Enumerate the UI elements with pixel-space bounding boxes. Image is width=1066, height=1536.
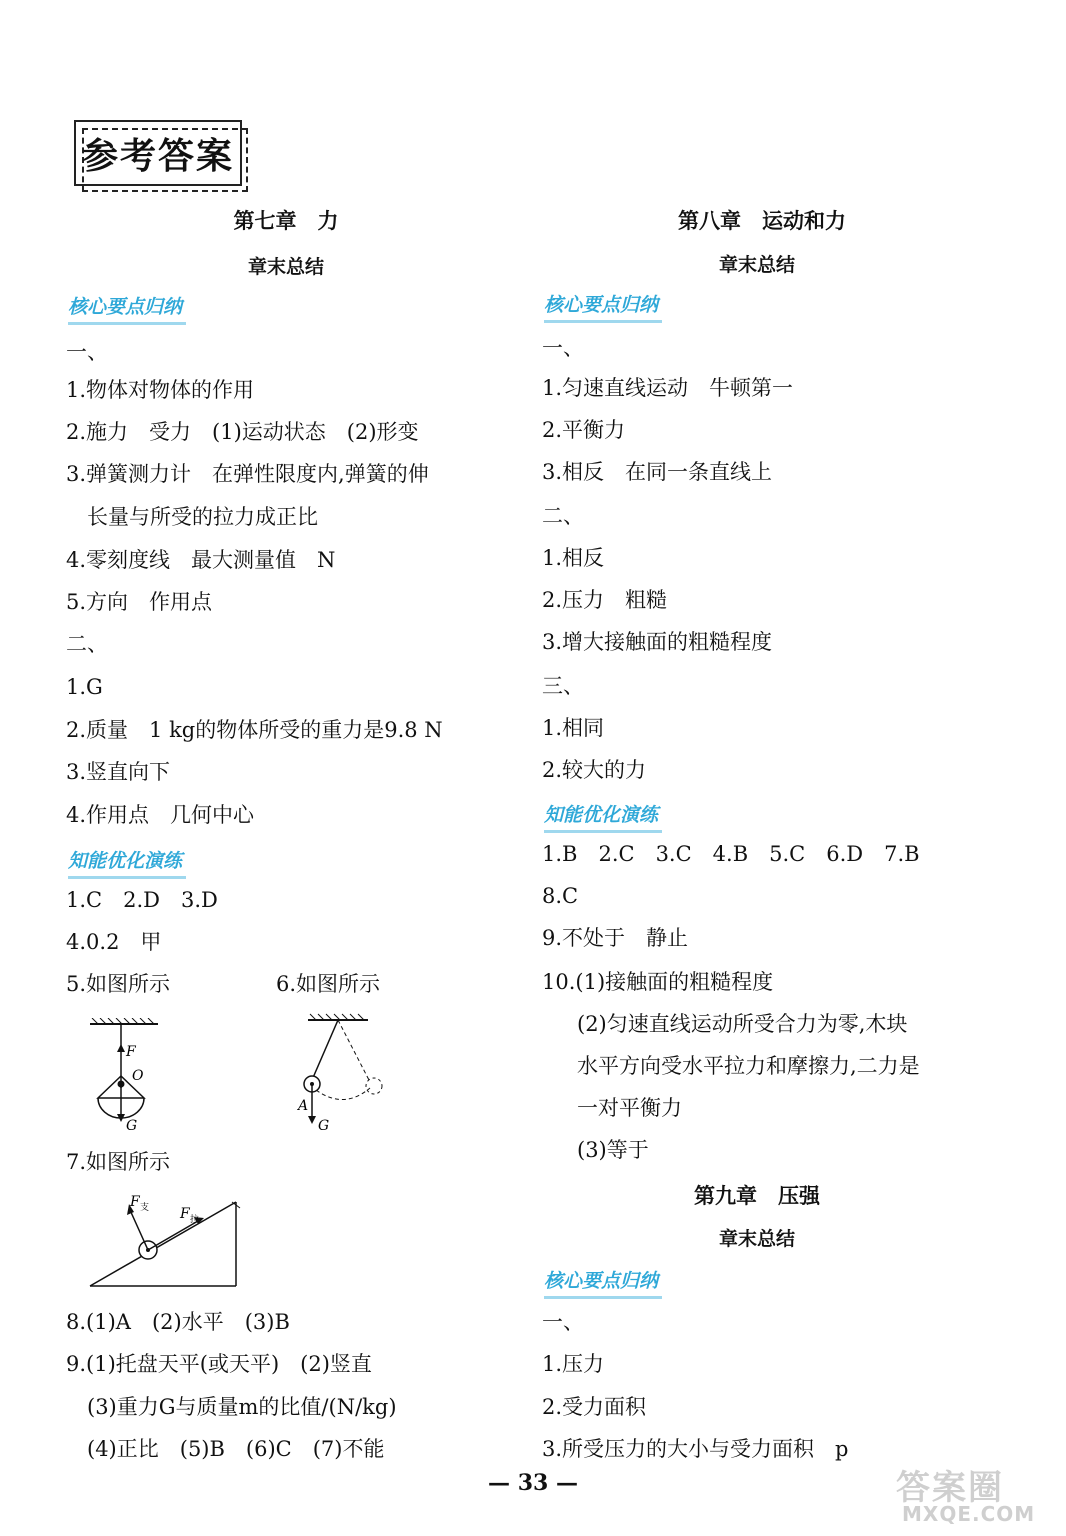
answer-line: 2.压力 粗糙 (542, 588, 668, 612)
watermark-url: MXQE.COM (902, 1502, 1036, 1526)
answer-line: 4.0.2 甲 (66, 930, 162, 954)
answer-line: 3.竖直向下 (66, 760, 171, 784)
figure-5-hanging-object (86, 1018, 166, 1134)
watermark-logo (888, 1460, 1058, 1530)
answer-line: 3.弹簧测力计 在弹性限度内,弹簧的伸 (66, 462, 429, 486)
chapter-8-heading: 第八章 运动和力 (678, 209, 846, 233)
chapter-9-summary-heading: 章末总结 (718, 1228, 795, 1250)
answer-line: 2.平衡力 (542, 418, 626, 442)
section-core-points: 核心要点归纳 (68, 292, 182, 319)
answer-line: (2)匀速直线运动所受合力为零,木块 (556, 1012, 908, 1036)
answer-line: 4.零刻度线 最大测量值 N (66, 548, 336, 572)
answer-line: 1.相同 (542, 716, 605, 740)
answer-line: 10.(1)接触面的粗糙程度 (542, 970, 774, 994)
figure-7-incline (86, 1188, 246, 1292)
answer-line: 3.相反 在同一条直线上 (542, 460, 773, 484)
answer-line: 二、 (542, 504, 584, 528)
answer-line: 3.所受压力的大小与受力面积 p (542, 1437, 849, 1461)
answer-line: 2.施力 受力 (1)运动状态 (2)形变 (66, 420, 419, 444)
answer-line: 2.质量 1 kg的物体所受的重力是9.8 N (66, 718, 443, 742)
fig7-label-Fpull: F (180, 1206, 190, 1222)
answer-line: 一、 (66, 340, 108, 364)
answer-line: 5.方向 作用点 (66, 590, 213, 614)
answer-line: 一、 (542, 336, 584, 360)
answer-line: 9.(1)托盘天平(或天平) (2)竖直 (66, 1352, 372, 1376)
answer-line: 1.物体对物体的作用 (66, 378, 255, 402)
answer-line: (3)重力G与质量m的比值/(N/kg) (66, 1395, 397, 1419)
fig7-label-Fsup: F (130, 1194, 140, 1210)
answer-line: 7.如图所示 (66, 1150, 171, 1174)
fig7-label-Fsup-sub: 支 (140, 1203, 150, 1213)
section-practice: 知能优化演练 (544, 800, 658, 827)
answer-line: 1.相反 (542, 546, 605, 570)
chapter-9-heading: 第九章 压强 (694, 1184, 820, 1208)
answer-line: 4.作用点 几何中心 (66, 803, 255, 827)
answer-line: 1.匀速直线运动 牛顿第一 (542, 376, 794, 400)
fig6-label-G: G (318, 1118, 330, 1134)
chapter-7-summary-heading: 章末总结 (247, 256, 324, 278)
section-core-points: 核心要点归纳 (544, 1266, 658, 1293)
answer-line: 二、 (66, 632, 108, 656)
answer-line: 1.C 2.D 3.D (66, 888, 218, 912)
page-number: — 33 — (488, 1470, 578, 1496)
figure-6-pendulum (294, 1010, 414, 1138)
answer-title-box (74, 120, 242, 186)
answer-line: 5.如图所示 (66, 972, 171, 996)
section-practice: 知能优化演练 (68, 846, 182, 873)
answer-line: 1.压力 (542, 1352, 605, 1376)
answer-line: 1.B 2.C 3.C 4.B 5.C 6.D 7.B (542, 842, 920, 866)
answer-line: 三、 (542, 674, 584, 698)
answer-line: (4)正比 (5)B (6)C (7)不能 (66, 1437, 385, 1461)
section-core-points: 核心要点归纳 (544, 290, 658, 317)
answer-line: 2.较大的力 (542, 758, 647, 782)
fig6-label-A: A (298, 1098, 309, 1114)
answer-line: 8.(1)A (2)水平 (3)B (66, 1310, 290, 1334)
answer-line: 6.如图所示 (276, 972, 381, 996)
fig5-label-F: F (126, 1044, 136, 1060)
chapter-7-heading: 第七章 力 (233, 209, 339, 233)
answer-line: 3.增大接触面的粗糙程度 (542, 630, 773, 654)
answer-line: (3)等于 (556, 1138, 649, 1162)
answer-line: 1.G (66, 675, 103, 699)
answer-line: 2.受力面积 (542, 1395, 647, 1419)
answer-line: 水平方向受水平拉力和摩擦力,二力是 (556, 1054, 920, 1078)
watermark-text: 答案圈 (896, 1468, 1004, 1508)
chapter-8-summary-heading: 章末总结 (718, 254, 795, 276)
answer-line: 一、 (542, 1310, 584, 1334)
answer-line: 长量与所受的拉力成正比 (66, 505, 318, 529)
answer-line: 9.不处于 静止 (542, 926, 689, 950)
answer-line: 一对平衡力 (556, 1096, 682, 1120)
answer-line: 8.C (542, 884, 579, 908)
fig5-label-O: O (132, 1068, 144, 1084)
fig7-label-Fpull-sub: 拉 (190, 1215, 200, 1225)
page-title: 参考答案 (81, 135, 234, 177)
fig5-label-G: G (126, 1118, 138, 1134)
